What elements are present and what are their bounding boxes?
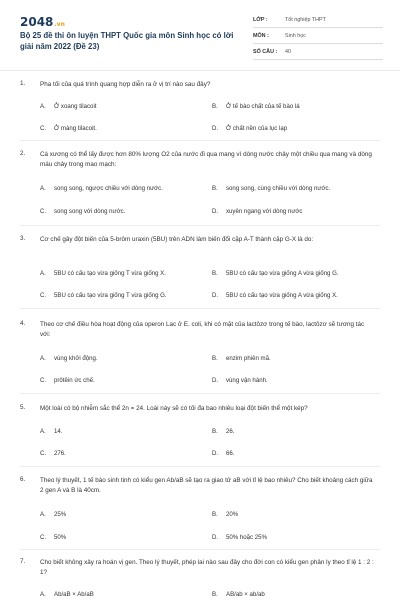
option-letter: C. [40, 208, 47, 215]
option-a[interactable] [40, 103, 97, 110]
option-text: Ở tế bào chất của tế bào lá [226, 103, 300, 110]
question-divider [20, 140, 380, 141]
brand-name: 2048 [20, 15, 54, 29]
option-text: 26. [226, 428, 235, 435]
question-divider [20, 393, 380, 394]
option-letter: C. [40, 292, 47, 299]
meta-value: Sinh học [285, 32, 306, 39]
option-c[interactable] [40, 377, 95, 384]
option-a[interactable] [40, 591, 94, 598]
option-text: song song, cùng chiều với dòng nước. [226, 185, 331, 192]
question-number: 4. [20, 320, 26, 327]
option-letter: C. [40, 534, 47, 541]
question-divider [20, 225, 380, 226]
option-a[interactable] [40, 428, 62, 435]
option-b[interactable] [212, 591, 265, 598]
option-text: 5BU có cấu tạo vừa giống A vừa giống G. [226, 270, 339, 277]
option-text: Ở chất nền của lục lạp [226, 125, 288, 132]
option-letter: D. [212, 292, 219, 299]
option-letter: B. [212, 591, 218, 598]
question-number: 5. [20, 404, 26, 411]
option-text: 276. [54, 450, 66, 457]
question-number: 7. [20, 558, 26, 565]
option-letter: B. [212, 355, 218, 362]
option-b[interactable] [212, 355, 271, 362]
option-letter: A. [40, 185, 46, 192]
page-title: Bộ 25 đề thi ôn luyện THPT Quốc gia môn Sinh học có lời giải năm 2022 (Đề 23) [20, 31, 234, 51]
question-text: Cá xương có thể lấy được hơn 80% lượng O2 của nước đi qua mang vì dòng nước chảy một chiều qua mang và dòng máu chảy trong mao mạch: [40, 151, 372, 168]
option-text: 50% hoặc 25% [226, 534, 267, 541]
option-text: 14. [54, 428, 63, 435]
option-text: 5BU có cấu tạo vừa giống T vừa giống G. [54, 292, 167, 299]
option-text: song song với dòng nước. [54, 208, 126, 215]
option-d[interactable] [212, 534, 267, 541]
question-number: 6. [20, 476, 26, 483]
option-letter: B. [212, 185, 218, 192]
option-c[interactable] [40, 292, 167, 299]
option-a[interactable] [40, 355, 98, 362]
question-divider [20, 549, 380, 550]
meta-value: 40 [285, 48, 291, 55]
option-text: 5BU có cấu tạo vừa giống A vừa giống X. [226, 292, 338, 299]
option-text: enzim phiên mã. [226, 355, 271, 362]
option-text: vùng khởi động. [54, 355, 98, 362]
option-d[interactable] [212, 450, 234, 457]
header-divider [0, 70, 400, 71]
option-text: Ở màng tilacoit. [54, 125, 97, 132]
meta-table [253, 12, 383, 60]
option-c[interactable] [40, 125, 97, 132]
brand-suffix: .vn [54, 21, 65, 28]
question-divider [20, 308, 380, 309]
meta-row-subject [253, 28, 383, 44]
option-text: 5BU có cấu tạo vừa giống T vừa giống X. [54, 270, 166, 277]
question-text: Một loài có bộ nhiễm sắc thể 2n = 24. Loài này sẽ có tối đa bao nhiêu loại đột biến thể một kép? [40, 405, 308, 412]
option-b[interactable] [212, 270, 339, 277]
option-d[interactable] [212, 208, 302, 215]
brand-logo[interactable] [20, 15, 65, 29]
option-text: AB/ab × ab/ab [226, 591, 265, 598]
option-text: song song, ngược chiều với dòng nước. [54, 185, 163, 192]
header [0, 0, 400, 68]
option-text: 25% [54, 511, 67, 518]
question-number: 2. [20, 150, 26, 157]
option-c[interactable] [40, 534, 66, 541]
meta-row-count [253, 44, 383, 60]
option-letter: D. [212, 534, 219, 541]
option-c[interactable] [40, 450, 66, 457]
option-letter: D. [212, 208, 219, 215]
option-text: 66. [226, 450, 235, 457]
option-d[interactable] [212, 292, 338, 299]
option-letter: D. [212, 450, 219, 457]
meta-row-grade [253, 12, 383, 28]
option-a[interactable] [40, 511, 66, 518]
question-number: 3. [20, 235, 26, 242]
question-divider [20, 466, 380, 467]
question-text: Theo cơ chế điều hòa hoạt động của operon Lac ở E. coli, khi có mặt của lactôzơ trong tế bào, lactôzơ sẽ tương tác với: [40, 321, 365, 338]
option-letter: A. [40, 270, 46, 277]
option-c[interactable] [40, 208, 125, 215]
question-text: Cơ chế gây đột biến của 5-brôm uraxin (5BU) trên ADN làm biến đổi cặp A-T thành cặp G-X là do: [40, 236, 314, 243]
option-letter: D. [212, 377, 219, 384]
option-text: prôtêin ức chế. [54, 377, 95, 384]
option-letter: A. [40, 103, 46, 110]
option-letter: B. [212, 428, 218, 435]
option-a[interactable] [40, 270, 166, 277]
question-text: Cho biết không xảy ra hoán vị gen. Theo lý thuyết, phép lai nào sau đây cho đời con có kiểu gen phân ly theo tỉ lệ 1 : 2 : 1? [40, 559, 374, 576]
option-text: vùng vận hành. [226, 377, 268, 384]
option-letter: B. [212, 103, 218, 110]
option-text: Ở xoang tilacoit [54, 103, 97, 110]
option-letter: A. [40, 428, 46, 435]
question-text: Pha tối của quá trình quang hợp diễn ra ở vị trí nào sau đây? [40, 81, 211, 88]
option-text: xuyên ngang với dòng nước [226, 208, 303, 215]
option-b[interactable] [212, 103, 300, 110]
option-text: 50% [54, 534, 67, 541]
option-letter: C. [40, 377, 47, 384]
option-d[interactable] [212, 125, 287, 132]
option-a[interactable] [40, 185, 163, 192]
option-letter: A. [40, 511, 46, 518]
meta-label: SỐ CÂU : [253, 48, 278, 55]
meta-label: MÔN : [253, 32, 269, 39]
question-number: 1. [20, 80, 26, 87]
option-letter: C. [40, 450, 47, 457]
option-b[interactable] [212, 511, 238, 518]
option-letter: B. [212, 511, 218, 518]
option-text: Ab/aB × Ab/aB [54, 591, 94, 598]
meta-value: Tốt nghiệp THPT [285, 16, 326, 23]
option-letter: D. [212, 125, 219, 132]
option-text: 20% [226, 511, 239, 518]
option-letter: C. [40, 125, 47, 132]
option-letter: A. [40, 591, 46, 598]
option-b[interactable] [212, 185, 330, 192]
option-letter: A. [40, 355, 46, 362]
meta-label: LỚP : [253, 16, 268, 23]
option-letter: B. [212, 270, 218, 277]
question-text: Theo lý thuyết, 1 tế bào sinh tinh có kiểu gen Ab/aB sẽ tạo ra giao tử aB với tỉ lệ bao nhiêu? Cho biết khoảng cách giữa 2 gen A và B là 40cm. [40, 477, 373, 494]
option-b[interactable] [212, 428, 234, 435]
option-d[interactable] [212, 377, 268, 384]
